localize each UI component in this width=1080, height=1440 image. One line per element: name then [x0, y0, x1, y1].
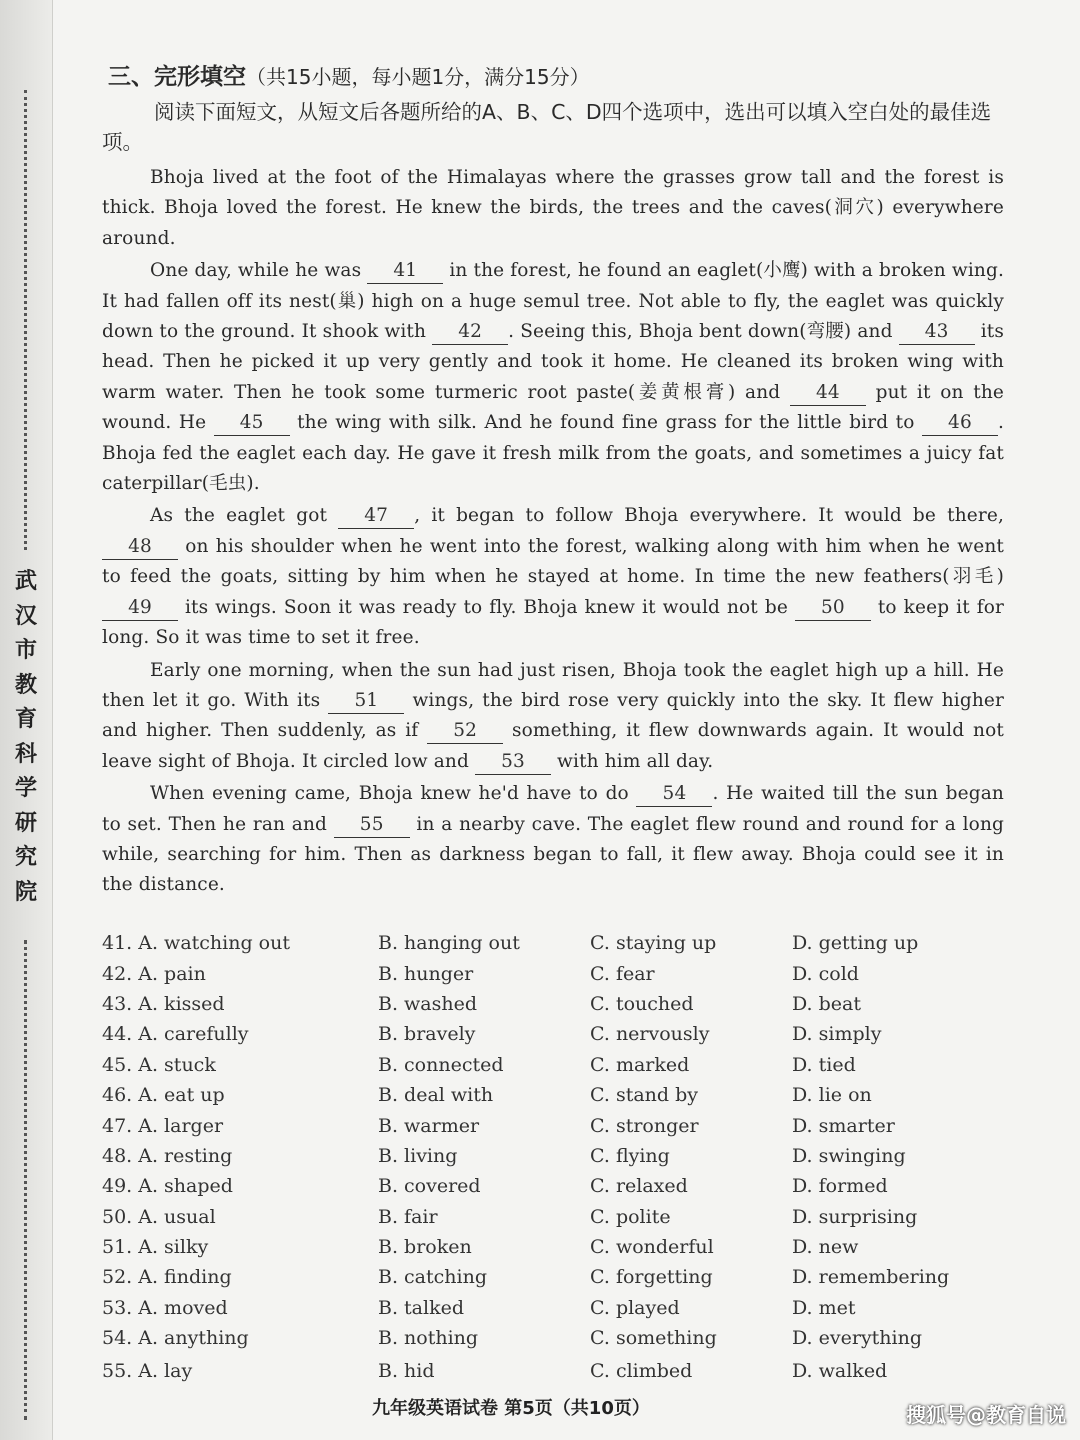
answer-blank[interactable]: 47: [338, 504, 414, 529]
section-score-note: （共15小题，每小题1分，满分15分）: [246, 65, 590, 89]
option-choice[interactable]: D. surprising: [792, 1205, 918, 1228]
seal-line-top: [24, 90, 31, 550]
side-label-char: 教: [14, 672, 37, 698]
option-choice[interactable]: 52. A. finding: [102, 1266, 232, 1289]
option-choice[interactable]: C. something: [590, 1327, 717, 1350]
option-choice[interactable]: 47. A. larger: [102, 1114, 224, 1137]
passage-text: its wings. Soon it was ready to fly. Bhoja knew it would not be: [178, 596, 795, 618]
option-choice[interactable]: C. touched: [590, 992, 694, 1015]
option-row: [102, 1110, 1002, 1140]
side-label-char: 武: [14, 569, 37, 594]
option-row: [102, 1202, 1002, 1232]
side-label-char: 院: [14, 879, 37, 905]
answer-blank[interactable]: 46: [922, 411, 998, 436]
option-row: [102, 1355, 1002, 1385]
answer-blank[interactable]: 51: [328, 689, 404, 714]
option-choice[interactable]: B. broken: [378, 1236, 472, 1259]
answer-blank[interactable]: 48: [102, 535, 178, 560]
section-title: [108, 58, 1004, 91]
option-choice[interactable]: B. connected: [378, 1053, 504, 1076]
passage-text: in a nearby cave. The eaglet flew round and round for a long while, searching for him. Then as darkness began to fall, it flew away. Bhoja could see it in the distance.: [102, 813, 1004, 896]
option-choice[interactable]: 43. A. kissed: [102, 992, 225, 1015]
option-choice[interactable]: C. flying: [590, 1144, 670, 1167]
option-row: [102, 989, 1002, 1019]
passage-text: with him all day.: [550, 750, 714, 772]
option-choice[interactable]: D. walked: [792, 1359, 888, 1382]
passage-text: wings, the bird rose very quickly into the sky. It flew higher and higher. Then suddenly, as if: [102, 689, 1005, 742]
option-choice[interactable]: D. met: [792, 1296, 856, 1319]
option-choice[interactable]: C. played: [590, 1296, 680, 1319]
passage-text: Early one morning, when the sun had just risen, Bhoja took the eaglet high up a hill. He then let it go. With its: [102, 659, 1004, 711]
answer-blank[interactable]: 41: [367, 259, 443, 284]
passage-text: its head. Then he picked it up very gently and took it home. He cleaned its broken wing with warm water. Then he took some turmeric root paste(姜黄根膏) and: [102, 321, 1005, 403]
passage-text: the wing with silk. And he found fine grass for the little bird to: [289, 412, 922, 434]
side-label-char: 汉: [14, 603, 37, 629]
option-choice[interactable]: C. forgetting: [590, 1266, 713, 1289]
option-choice[interactable]: D. swinging: [792, 1144, 906, 1167]
option-choice[interactable]: C. staying up: [590, 932, 717, 955]
option-choice[interactable]: B. living: [378, 1144, 458, 1167]
passage-paragraph: [102, 501, 1004, 653]
answer-blank[interactable]: 54: [636, 782, 712, 807]
side-label: [8, 565, 44, 910]
answer-blank[interactable]: 45: [214, 411, 290, 436]
passage-text: on his shoulder when he went into the forest, walking along with him when he went to feed the goats, sitting by him when he stayed at home. In time the new feathers(羽毛): [102, 535, 1004, 588]
option-choice[interactable]: B. catching: [378, 1266, 487, 1289]
side-label-char: 学: [14, 776, 37, 801]
cloze-passage: [102, 163, 1004, 901]
option-row: [102, 1141, 1002, 1171]
option-choice[interactable]: D. cold: [792, 962, 859, 985]
passage-text: Bhoja lived at the foot of the Himalayas where the grasses grow tall and the forest is thick. Bhoja loved the forest. He knew the birds, the trees and the caves(洞穴) everywhere around.: [102, 167, 1004, 249]
option-choice[interactable]: D. formed: [792, 1175, 888, 1198]
option-choice[interactable]: B. bravely: [378, 1023, 476, 1046]
option-choice[interactable]: D. new: [792, 1236, 859, 1259]
option-choice[interactable]: 53. A. moved: [102, 1296, 228, 1319]
side-label-char: 科: [14, 741, 37, 767]
passage-text: something, it flew downwards again. It would not leave sight of Bhoja. It circled low and: [102, 720, 1004, 772]
passage-text: to keep it for long. So it was time to set it free.: [102, 596, 1004, 649]
passage-paragraph: [102, 779, 1004, 901]
option-choice[interactable]: C. marked: [590, 1053, 690, 1076]
passage-text: When evening came, Bhoja knew he'd have to do: [150, 783, 637, 805]
passage-text: put it on the wound. He: [102, 381, 1004, 434]
option-row: [102, 1262, 1002, 1292]
option-choice[interactable]: B. nothing: [378, 1327, 479, 1350]
option-choice[interactable]: 51. A. silky: [102, 1236, 209, 1259]
passage-text: One day, while he was: [150, 260, 368, 282]
passage-text: in the forest, he found an eaglet(小鹰) with a broken wing. It had fallen off its nest(巢) high on a huge semul tree. Not able to fly, the eaglet was quickly down to the ground. It shook with: [102, 260, 1004, 343]
option-choice[interactable]: 45. A. stuck: [102, 1053, 216, 1076]
side-label-char: 究: [14, 845, 37, 870]
option-choice[interactable]: D. everything: [792, 1327, 923, 1350]
option-choice[interactable]: 44. A. carefully: [102, 1023, 249, 1046]
passage-paragraph: [102, 163, 1004, 254]
option-choice[interactable]: 50. A. usual: [102, 1205, 216, 1228]
passage-text: . Bhoja fed the eaglet each day. He gave it fresh milk from the goats, and sometimes a juicy fat caterpillar(毛虫).: [102, 412, 1004, 495]
option-choice[interactable]: B. washed: [378, 992, 478, 1015]
option-choice[interactable]: 48. A. resting: [102, 1144, 233, 1167]
option-row: [102, 1293, 1002, 1323]
option-choice[interactable]: D. simply: [792, 1023, 882, 1046]
option-choice[interactable]: D. beat: [792, 992, 862, 1015]
option-row: [102, 1050, 1002, 1080]
side-label-char: 育: [14, 707, 37, 732]
option-choice[interactable]: B. hanging out: [378, 932, 520, 955]
option-choice[interactable]: B. hid: [378, 1359, 435, 1382]
option-row: [102, 1171, 1002, 1201]
option-choice[interactable]: D. getting up: [792, 932, 919, 955]
answer-blank[interactable]: 44: [790, 381, 866, 406]
section-instruction: 阅读下面短文，从短文后各题所给的A、B、C、D四个选项中，选出可以填入空白处的最佳选项。: [102, 100, 992, 154]
binding-margin: [0, 0, 53, 1440]
passage-text: , it began to follow Bhoja everywhere. It would be there,: [414, 505, 1004, 527]
option-choice[interactable]: C. polite: [590, 1205, 671, 1228]
answer-options: [102, 928, 1002, 1386]
side-label-char: 研: [14, 810, 37, 836]
option-choice[interactable]: 54. A. anything: [102, 1327, 249, 1350]
option-choice[interactable]: C. stronger: [590, 1114, 699, 1137]
option-choice[interactable]: B. deal with: [378, 1084, 494, 1107]
option-row: [102, 1019, 1002, 1049]
option-choice[interactable]: 42. A. pain: [102, 962, 206, 985]
seal-line-bottom: [24, 940, 31, 1420]
option-choice[interactable]: D. lie on: [792, 1084, 872, 1107]
passage-text: As the eaglet got: [150, 505, 339, 527]
answer-blank[interactable]: 43: [899, 320, 975, 345]
option-choice[interactable]: B. warmer: [378, 1114, 480, 1137]
answer-blank[interactable]: 53: [475, 750, 551, 775]
answer-blank[interactable]: 55: [334, 813, 410, 838]
passage-text: . He waited till the sun began to set. Then he ran and: [102, 783, 1005, 835]
passage-paragraph: [102, 256, 1004, 499]
option-choice[interactable]: D. remembering: [792, 1266, 950, 1289]
option-row: [102, 1080, 1002, 1110]
option-choice[interactable]: C. nervously: [590, 1023, 710, 1046]
watermark-text: 搜狐号@教育自说: [906, 1403, 1066, 1427]
option-choice[interactable]: C. stand by: [590, 1084, 698, 1107]
option-choice[interactable]: C. wonderful: [590, 1236, 714, 1259]
exam-content: [102, 58, 1004, 901]
passage-paragraph: [102, 656, 1004, 778]
option-choice[interactable]: 41. A. watching out: [102, 932, 290, 955]
option-choice[interactable]: C. relaxed: [590, 1175, 688, 1198]
option-row: [102, 958, 1002, 988]
option-choice[interactable]: B. talked: [378, 1296, 465, 1319]
option-row: [102, 1323, 1002, 1353]
option-choice[interactable]: B. hunger: [378, 962, 474, 985]
answer-blank[interactable]: 50: [795, 596, 871, 621]
option-choice[interactable]: C. fear: [590, 962, 655, 985]
option-choice[interactable]: 46. A. eat up: [102, 1084, 225, 1107]
passage-text: . Seeing this, Bhoja bent down(弯腰) and: [508, 321, 899, 343]
option-choice[interactable]: 55. A. lay: [102, 1359, 193, 1382]
option-choice[interactable]: C. climbed: [590, 1359, 693, 1382]
option-choice[interactable]: B. covered: [378, 1175, 481, 1198]
page-footer: 九年级英语试卷 第5页（共10页）: [372, 1398, 650, 1419]
option-choice[interactable]: D. smarter: [792, 1114, 895, 1137]
option-row: [102, 1232, 1002, 1262]
answer-blank[interactable]: 52: [427, 719, 503, 744]
answer-blank[interactable]: 42: [432, 320, 508, 345]
option-choice[interactable]: D. tied: [792, 1053, 856, 1076]
section-heading: 三、完形填空: [108, 64, 246, 90]
option-choice[interactable]: 49. A. shaped: [102, 1175, 233, 1198]
answer-blank[interactable]: 49: [102, 596, 178, 621]
side-label-char: 市: [14, 638, 37, 663]
option-choice[interactable]: B. fair: [378, 1205, 438, 1228]
option-row: [102, 928, 1002, 958]
